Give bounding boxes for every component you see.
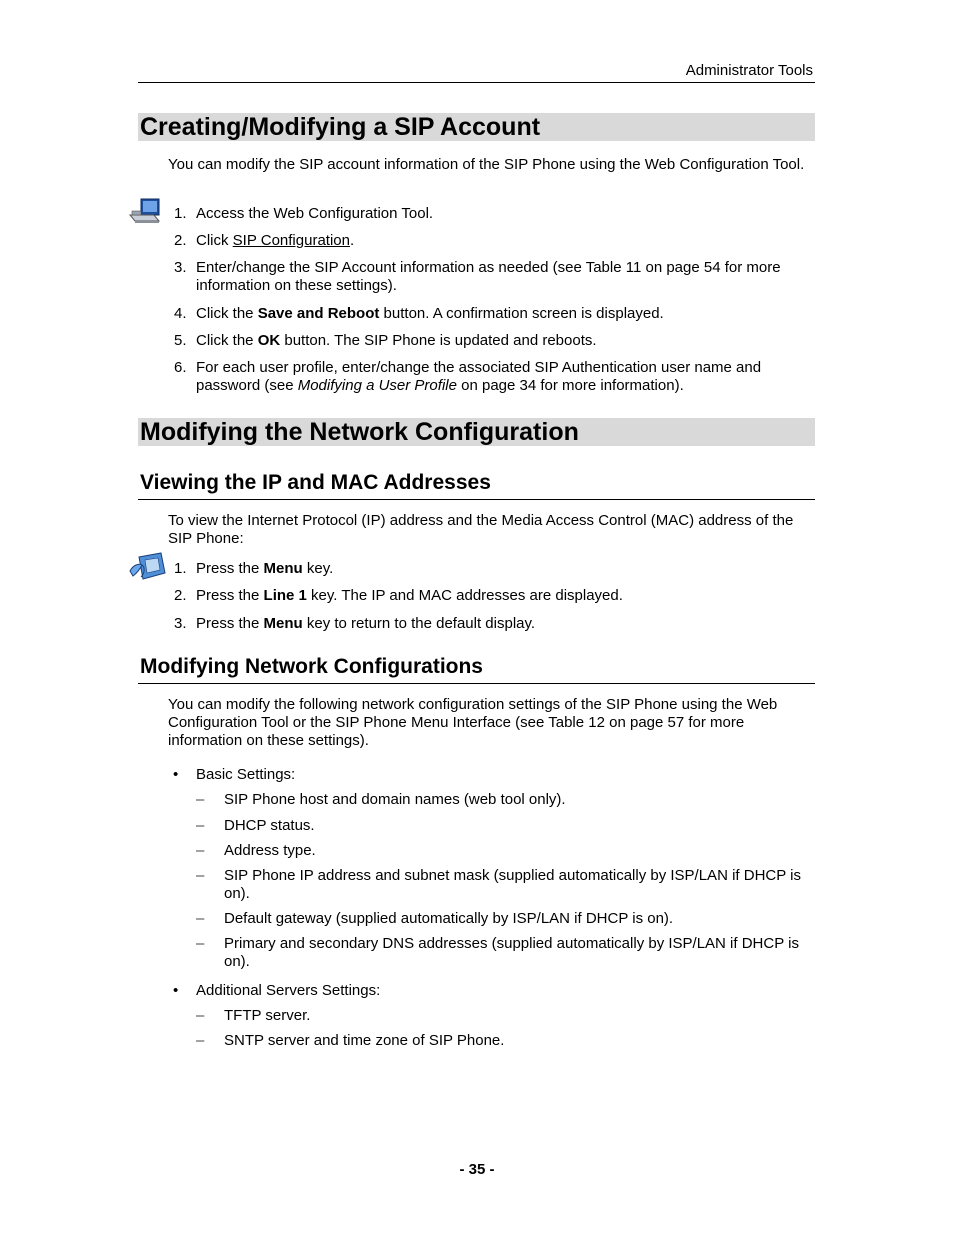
sip-configuration-link[interactable]: SIP Configuration [232, 232, 350, 249]
section-heading-sip-account: Creating/Modifying a SIP Account [138, 113, 815, 141]
running-header [138, 61, 815, 83]
subsection-heading-network-configs: Modifying Network Configurations [138, 654, 815, 684]
computer-icon [128, 197, 162, 227]
list-item: 3. Enter/change the SIP Account information as needed (see Table 11 on page 54 for more information on these settings). [174, 259, 781, 294]
section-heading-network-config: Modifying the Network Configuration [138, 418, 815, 446]
subsection1-intro: To view the Internet Protocol (IP) address and the Media Access Control (MAC) address of the SIP Phone: [168, 512, 794, 547]
header-title: Administrator Tools [685, 62, 813, 79]
subsection-heading-ip-mac: Viewing the IP and MAC Addresses [138, 470, 815, 500]
page-number: - 35 - [459, 1161, 495, 1178]
section1-intro: You can modify the SIP account information of the SIP Phone using the Web Configuration Tool. [168, 156, 805, 173]
subsection2-intro: You can modify the following network configuration settings of the SIP Phone using the Web Configuration Tool or the SIP Phone Menu Interface (see Table 12 on page 57 for more information on these settings). [168, 696, 778, 749]
phone-icon [127, 551, 167, 583]
